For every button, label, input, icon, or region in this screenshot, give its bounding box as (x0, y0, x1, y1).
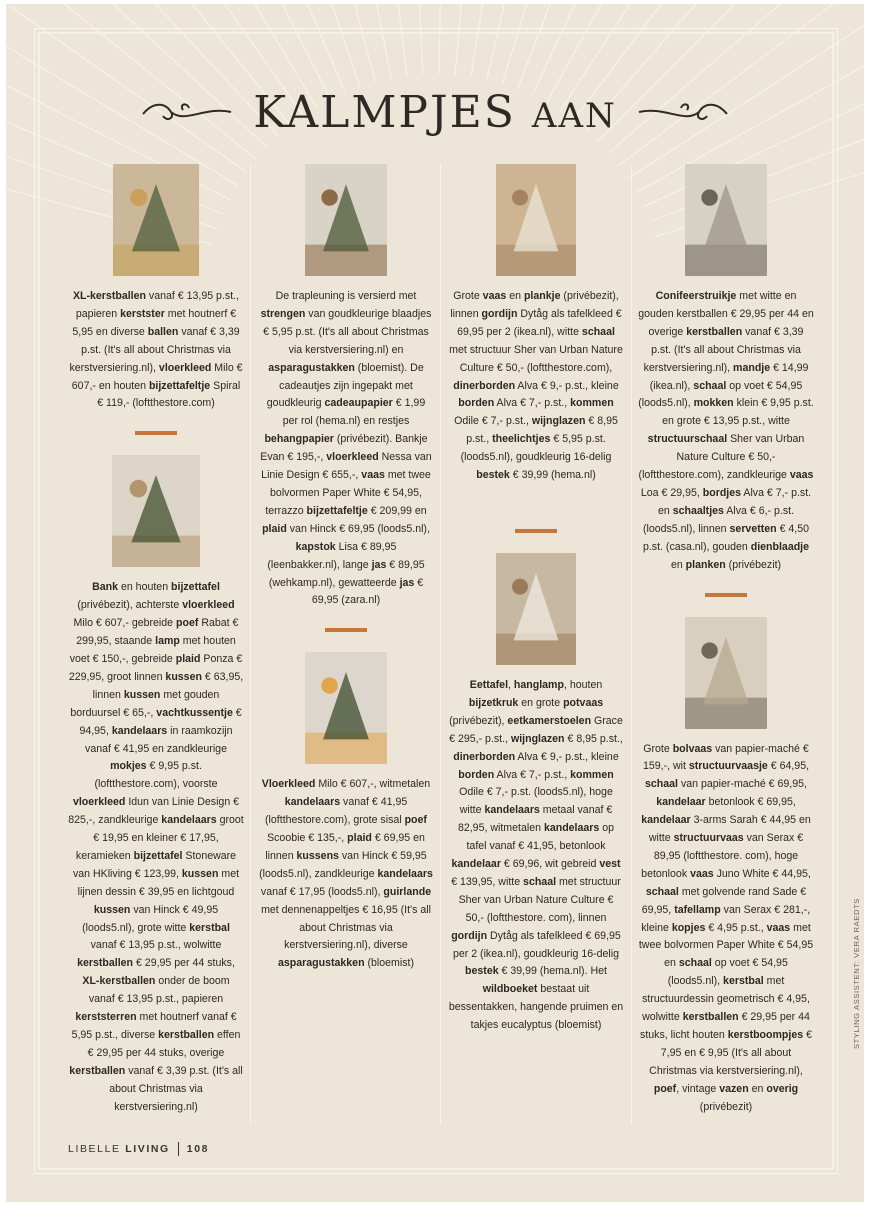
caption-text: vanaf € 3,39 p.st. (It's all about Christmas via kerstversiering.nl), (643, 325, 804, 374)
article-column-4 (638, 164, 814, 1117)
caption-text: € 39,99 (hema.nl) (509, 469, 596, 482)
product-name: kandelaars (484, 804, 540, 817)
product-name: wildboeket (482, 983, 538, 996)
living-room-photo (112, 455, 200, 567)
caption-text: en grote (518, 696, 564, 709)
caption-text: van goudkleurige blaadjes € 5,95 p.st. (It's all about Christmas via kerstversiering.nl) en (263, 307, 432, 356)
caption-text: vanaf € 3,39 p.st. (It's all about Christmas via kerstversiering.nl), (69, 325, 240, 374)
product-name: kommen (570, 768, 614, 781)
caption-text: € 63,95, linnen (92, 670, 244, 701)
page-title-row (6, 82, 864, 142)
product-caption (448, 288, 624, 485)
caption-text: klein € 9,95 p.st. en grote € 13,95 p.st., witte (662, 397, 814, 428)
caption-text: Scoobie € 135,-, (267, 832, 348, 845)
caption-text: met houten voet € 150,-, gebreide (69, 635, 236, 665)
product-name: kussen (181, 867, 219, 880)
caption-text: (privébezit). Bankje Evan € 195,-, (260, 433, 428, 464)
product-name: vloerkleed (158, 361, 212, 374)
caption-text: vanaf € 3,39 p.st. (It's all about Christmas via kerstversiering.nl) (109, 1064, 243, 1113)
caption-text: met houtnerf € 5,95 en diverse (72, 307, 237, 338)
product-name: bestek (465, 965, 499, 978)
styling-credit: STYLING ASSISTENT: VERA RAEDTS (852, 898, 861, 1049)
product-name: kapstok (295, 540, 336, 553)
product-name: schaal (645, 778, 678, 791)
product-name: jas (399, 576, 415, 589)
magazine-name: LIBELLE LIVING (68, 1143, 170, 1155)
product-caption (638, 741, 814, 1117)
caption-text: Milo € 607,- gebreide (73, 617, 177, 630)
caption-text: Odile € 7,- p.st., (454, 415, 532, 428)
caption-text: Sher van Urban Nature Culture € 50,- (loftthestore.com), zandkleurige (638, 433, 805, 482)
product-name: dinerborden (453, 379, 516, 392)
caption-text: Alva € 7,- p.st. en (657, 486, 812, 517)
caption-text: € 64,95, (767, 760, 810, 773)
page-number: 108 (186, 1143, 210, 1155)
caption-text: (privébezit), achterste (77, 599, 183, 612)
caption-text: Odile € 7,- p.st. (loods5.nl), hoge witte (459, 786, 613, 817)
christmas-tree-photo (113, 164, 199, 276)
caption-text: bestaat uit bessentakken, hangende pruimen en takjes eucalyptus (bloemist) (448, 983, 624, 1032)
article-column-3 (448, 164, 624, 1035)
caption-text: € 69,95 en linnen (265, 832, 425, 862)
caption-text: Ponza € 229,95, groot linnen (68, 652, 243, 683)
caption-text: betonlook € 69,95, (705, 796, 796, 809)
product-name: ballen (147, 325, 179, 338)
caption-text: € 4,95 p.st., (705, 921, 767, 934)
caption-text: en houten (118, 581, 172, 594)
caption-text: (bloemist) (364, 957, 414, 970)
product-caption (68, 288, 244, 413)
column-divider (631, 164, 632, 1124)
caption-text: (privébezit) (699, 1100, 753, 1113)
product-name: kerstboompjes (727, 1029, 804, 1041)
product-name: XL-kerstballen (72, 290, 146, 302)
product-name: bijzettafeltje (306, 504, 368, 517)
caption-text: van Hinck € 49,95 (loods5.nl), grote witte (82, 903, 219, 934)
product-name: schaal (645, 885, 679, 898)
column-divider (250, 164, 251, 1124)
product-name: guirlande (383, 885, 432, 898)
caption-text: Dytåg als tafelkleed € 69,95 per 2 (ikea.nl), goudkleurig 16-delig (452, 929, 621, 960)
right-flourish-icon (635, 98, 731, 126)
shelves-photo (685, 617, 767, 729)
caption-text: , houten (563, 678, 603, 691)
product-name: asparagustakken (268, 361, 355, 374)
caption-text: en (670, 558, 686, 571)
caption-text: metaal vanaf € 82,95, witmetalen (457, 804, 613, 835)
product-name: XL-kerstballen (82, 975, 156, 988)
product-name: overig (766, 1082, 799, 1095)
product-name: vaas (690, 867, 714, 880)
caption-text: € 8,95 p.st., (466, 415, 618, 446)
product-name: kerstster (120, 307, 165, 320)
product-name: kandelaars (111, 724, 168, 737)
product-caption (638, 288, 814, 575)
product-name: jas (371, 558, 387, 571)
caption-text: Grote (643, 742, 673, 755)
caption-text: Rabat € 299,95, staande (76, 617, 239, 648)
product-name: vachtkussentje (156, 706, 233, 719)
caption-text: vanaf € 17,95 (loods5.nl), (260, 885, 384, 898)
product-name: Eettafel (469, 678, 509, 691)
caption-text: € 7,95 en € 9,95 (It's all about Christmas via kerstversiering.nl), (649, 1029, 812, 1077)
staircase-photo (305, 164, 387, 276)
article-column-2 (258, 164, 434, 973)
article-column-1 (68, 164, 244, 1117)
caption-text: met dennenappeltjes € 16,95 (It's all about Christmas via kerstversiering.nl), diverse (261, 903, 431, 952)
product-name: kussen (93, 903, 131, 916)
caption-text: 3-arms Sarah € 44,95 en witte (648, 814, 811, 845)
caption-text: € 9,95 p.st. (loftthestore.com), voorste (94, 760, 218, 791)
caption-text: € 139,95, witte (451, 875, 524, 888)
caption-text: € 94,95, (79, 706, 242, 737)
product-name: mandje (733, 361, 771, 374)
product-name: mokjes (110, 760, 147, 773)
caption-text: in raamkozijn vanaf € 41,95 en zandkleurige (85, 724, 233, 755)
product-name: mokken (693, 397, 734, 410)
product-name: poef (176, 617, 199, 630)
caption-text: op tafel vanaf € 41,95, betonlook (466, 822, 615, 853)
caption-text: met witte en gouden kerstballen € 29,95 per 44 en overige (638, 290, 814, 338)
product-name: servetten (729, 522, 777, 535)
section-divider (515, 529, 557, 533)
product-name: gordijn (481, 307, 518, 320)
product-name: tafellamp (674, 903, 721, 916)
product-name: kussens (296, 849, 339, 862)
caption-text: € 5,95 p.st. (loods5.nl), goudkleurig 16-delig (460, 433, 612, 464)
section-divider (325, 628, 367, 632)
product-name: kerstballen (686, 325, 743, 338)
product-name: strengen (260, 307, 306, 320)
dining-room-photo (496, 553, 576, 665)
product-name: planken (685, 558, 726, 571)
product-name: vaas (361, 469, 385, 482)
product-name: kerstbal (723, 975, 764, 988)
caption-text: van Serax € 281,-, kleine (641, 903, 811, 934)
product-name: Conifeerstruikje (655, 290, 737, 302)
caption-text: € 89,95 (wehkamp.nl), gewatteerde (268, 558, 425, 589)
caption-text: Alva € 7,- p.st., (494, 397, 571, 410)
product-name: bordjes (702, 486, 742, 499)
caption-text: , (508, 678, 514, 691)
product-name: schaal (523, 875, 557, 888)
product-name: vloerkleed (182, 599, 235, 612)
caption-text: Nessa van Linie Design € 655,-, (261, 451, 432, 482)
product-name: structuurvaasje (688, 760, 768, 773)
caption-text: € 29,95 per 44 stuks, (133, 957, 235, 970)
product-name: kandelaars (543, 822, 600, 835)
product-name: kerstballen (682, 1011, 739, 1024)
product-name: kussen (165, 670, 202, 683)
spacer (448, 485, 624, 511)
product-name: schaal (581, 325, 615, 338)
product-name: bijzettafel (133, 849, 183, 862)
page-title: KALMPJES AAN (253, 86, 617, 138)
product-caption (448, 677, 624, 1035)
section-divider (135, 431, 177, 435)
product-name: wijnglazen (531, 415, 586, 428)
product-name: theelichtjes (492, 433, 551, 446)
product-caption (68, 579, 244, 1116)
product-name: schaal (693, 379, 727, 392)
caption-text: onder de boom vanaf € 13,95 p.st., papieren (88, 975, 230, 1006)
caption-text: € 8,95 p.st., (564, 732, 623, 745)
product-name: structuurvaas (673, 832, 744, 845)
magazine-page (6, 4, 864, 1202)
product-name: structuurschaal (647, 433, 728, 446)
caption-text: (privébezit) (725, 558, 782, 571)
caption-text: Stoneware van HKliving € 123,99, (72, 849, 237, 880)
caption-text: Grace € 295,- p.st., (449, 714, 623, 745)
caption-text: Idun van Linie Design € 825,-, zandkleurige (68, 796, 240, 827)
product-name: vazen (719, 1082, 749, 1095)
kitchen-photo (685, 164, 767, 276)
caption-text: € 69,96, wit gebreid (500, 858, 600, 871)
caption-text: Loa € 29,95, (640, 486, 703, 499)
caption-text: Milo € 607,- en houten (71, 361, 243, 392)
caption-text: met lijnen dessin € 39,95 en lichtgoud (77, 867, 240, 898)
product-name: schaaltjes (672, 504, 724, 517)
product-name: bijzettafeltje (148, 379, 211, 392)
caption-text: , vintage (676, 1082, 720, 1095)
page-footer (68, 1142, 209, 1156)
product-name: schaal (678, 957, 712, 970)
caption-text: van Hinck € 69,95 (loods5.nl), (286, 522, 430, 535)
product-name: kerstbal (189, 921, 230, 934)
product-name: Bank (92, 581, 119, 594)
left-flourish-icon (139, 98, 235, 126)
product-name: plaid (347, 832, 372, 845)
caption-text: met twee bolvormen Paper White € 54,95 en (638, 921, 814, 970)
caption-text: Alva € 9,- p.st., kleine (515, 750, 619, 763)
caption-text: € 1,99 per rol (hema.nl) en restjes (282, 397, 426, 428)
product-name: vaas (789, 469, 814, 482)
product-name: bolvaas (672, 742, 713, 755)
caption-text: € 14,99 (ikea.nl), (649, 361, 809, 392)
product-name: kommen (570, 397, 614, 410)
product-name: kandelaars (161, 814, 217, 827)
caption-text: met houtnerf vanaf € 5,95 p.st., diverse (71, 1011, 237, 1041)
caption-text: Spiral € 119,- (loftthestore.com) (97, 379, 241, 410)
caption-text: Dytåg als tafelkleed € 69,95 per 2 (ikea.nl), witte (457, 307, 622, 338)
caption-text: € 39,99 (hema.nl). Het (498, 965, 607, 978)
product-name: behangpapier (264, 433, 334, 446)
caption-text: op voet € 54,95 (loods5.nl), (667, 957, 788, 988)
caption-text: groot € 19,95 en kleiner € 17,95, keramieken (75, 814, 244, 862)
caption-text: (privébezit), (449, 714, 508, 727)
product-name: asparagustakken (277, 957, 365, 970)
caption-text: Milo € 607,-, witmetalen (315, 778, 431, 791)
product-name: Vloerkleed (261, 778, 316, 791)
product-name: potvaas (563, 696, 604, 709)
fireplace-photo (305, 652, 387, 764)
caption-text: van papier-maché € 159,-, wit (642, 742, 809, 773)
product-name: vloerkleed (326, 451, 379, 464)
product-name: poef (653, 1082, 677, 1095)
product-name: kandelaars (284, 796, 341, 809)
product-name: plankje (523, 290, 561, 302)
caption-text: € 4,50 p.st. (casa.nl), gouden (642, 522, 810, 553)
product-name: eetkamerstoelen (507, 714, 592, 727)
product-name: vaas (766, 921, 791, 934)
product-name: borden (458, 397, 495, 410)
product-name: kerstballen (77, 957, 134, 970)
caption-text: (bloemist). De cadeautjes zijn ingepakt met goudkleurig (266, 361, 424, 410)
product-name: vaas (482, 290, 507, 302)
product-name: lamp (155, 635, 180, 648)
caption-text: € 209,99 en (367, 504, 427, 517)
product-name: kandelaars (377, 867, 433, 880)
product-name: bijzetkruk (468, 696, 519, 709)
product-name: bestek (476, 469, 510, 482)
caption-text: vanaf € 13,95 p.st., papieren (75, 290, 240, 320)
product-name: cadeaupapier (324, 397, 393, 410)
caption-text: van Hinck € 59,95 (loods5.nl), zandkleurige (259, 849, 427, 880)
caption-text: Lisa € 89,95 (leenbakker.nl), lange (267, 540, 397, 571)
caption-text: en (748, 1082, 767, 1095)
product-name: kandelaar (451, 858, 501, 871)
column-divider (440, 164, 441, 1124)
product-name: borden (458, 768, 495, 781)
footer-separator (178, 1142, 179, 1156)
caption-text: op voet € 54,95 (loods5.nl), (638, 379, 803, 410)
product-name: vest (599, 858, 621, 871)
product-name: dienblaadje (750, 540, 810, 553)
caption-text: vanaf € 41,95 (loftthestore.com), grote sisal (265, 796, 408, 827)
caption-text: van papier-maché € 69,95, (678, 778, 807, 791)
product-name: bijzettafel (171, 581, 220, 594)
section-divider (705, 593, 747, 597)
caption-text: met structuurdessin geometrisch € 4,95, wolwitte (642, 975, 810, 1024)
caption-text: effen € 29,95 per 44 stuks, overige (87, 1029, 241, 1059)
caption-text: (privébezit), linnen (450, 290, 619, 320)
product-name: dinerborden (453, 750, 516, 763)
caption-text: met golvende rand Sade € 69,95, (641, 885, 807, 916)
caption-text: Grote (453, 290, 483, 302)
caption-text: van Serax € 89,95 (loftthestore. com), hoge betonlook (641, 832, 804, 880)
caption-text: met structuur Sher van Urban Nature Culture € 50,- (loftthestore.com), (449, 343, 623, 374)
caption-text: € 69,95 (zara.nl) (311, 576, 424, 607)
caption-text: Alva € 7,- p.st., (494, 768, 571, 781)
caption-text: Juno White € 44,95, (713, 867, 811, 880)
product-caption (258, 288, 434, 610)
product-name: plaid (262, 522, 287, 535)
product-caption (258, 776, 434, 973)
product-name: plaid (175, 652, 201, 665)
product-name: hanglamp (513, 678, 564, 691)
caption-text: € 29,95 per 44 stuks, licht houten (640, 1011, 810, 1041)
product-name: kerststerren (75, 1011, 137, 1024)
product-name: vloerkleed (72, 796, 126, 809)
caption-text: met twee bolvormen Paper White € 54,95, terrazzo (265, 469, 431, 517)
product-name: kerstballen (158, 1029, 215, 1041)
caption-text: De trapleuning is versierd met (275, 290, 417, 302)
product-name: kussen (123, 688, 161, 701)
product-name: gordijn (451, 929, 488, 942)
caption-text: met gouden borduursel € 65,-, (70, 688, 220, 719)
product-name: kerstballen (69, 1064, 126, 1077)
product-name: poef (404, 814, 427, 827)
caption-text: met structuur Sher van Urban Nature Culture € 50,- (loftthestore. com), linnen (458, 875, 621, 924)
caption-text: en (506, 290, 524, 302)
product-name: kopjes (671, 921, 706, 934)
caption-text: vanaf € 13,95 p.st., wolwitte (90, 939, 222, 952)
product-name: wijnglazen (510, 732, 565, 745)
caption-text: Alva € 9,- p.st., kleine (515, 379, 619, 392)
product-name: kandelaar (656, 796, 706, 809)
tableware-photo (496, 164, 576, 276)
product-name: kandelaar (641, 814, 691, 827)
caption-text: Alva € 6,- p.st. (loods5.nl), linnen (642, 504, 795, 535)
